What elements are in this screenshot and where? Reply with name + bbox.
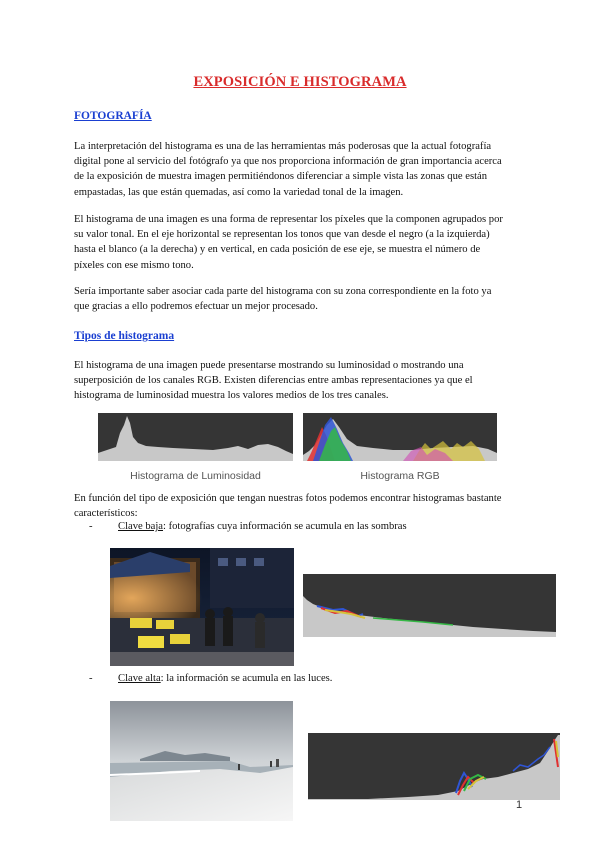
high-key-photo [110,701,293,821]
text-line: empastadas, las que están quemadas, así como la variedad tonal de la imagen. [74,186,404,198]
paragraph-exposure-types [74,491,529,521]
document-title: EXPOSICIÓN E HISTOGRAMA [193,74,407,90]
bullet-term: Clave alta [118,673,161,684]
rgb-histogram [303,413,497,461]
text-line: píxeles con ese mismo tono. [74,259,194,271]
text-line: hasta el blanco (a la derecha) y en vertical, en cada posición de ese eje, se muestra el número de [74,244,481,256]
high-key-histogram [308,733,560,800]
low-key-histogram [303,574,556,637]
bullet-term: Clave baja [118,521,164,532]
luminosity-curve [98,416,293,461]
bullet-low-key [118,521,407,532]
low-key-curve [303,596,556,637]
bullet-description: : la información se acumula en las luces. [160,673,333,684]
bullet-description: : fotografías cuya información se acumula en las sombras [163,521,407,532]
bullet-marker: - [89,521,93,532]
text-line: histograma de luminosidad muestra los valores medios de los tres canales. [74,390,389,402]
heading-tipos-histograma: Tipos de histograma [74,330,175,342]
page-number: 1 [516,799,523,811]
caption-luminosity: Histograma de Luminosidad [130,470,261,482]
text-line: que gracias a ello podremos efectuar un mejor procesado. [74,301,318,313]
heading-fotografia: FOTOGRAFÍA [74,110,152,122]
text-line: El histograma de una imagen es una forma de representar los píxeles que la componen agrupados por [74,214,503,225]
caption-rgb: Histograma RGB [360,470,440,482]
text-line: de la exposición de muestra imagen permitiéndonos diferenciar a simple vista las zonas que están [74,171,488,183]
paragraph-types [74,358,529,404]
text-line: La interpretación del histograma es una de las herramientas más poderosas que la actual fotografía [74,141,492,152]
text-line: superposición de los canales RGB. Existen diferencias entre ambas representaciones ya que el [74,375,473,387]
text-line: característicos: [74,508,138,520]
paragraph-intro [74,139,529,200]
text-line: En función del tipo de exposición que tengan nuestras fotos podemos encontrar histogramas bastante [74,493,502,504]
paragraph-association [74,284,529,314]
text-line: digital pone al servicio del fotógrafo ya que nos proporciona información de gran importancia acerca [74,156,502,168]
text-line: su valor tonal. En el eje horizontal se representan los tonos que van desde el negro (a la izquierda) [74,229,490,241]
bullet-marker: - [89,673,93,684]
text-line: El histograma de una imagen puede presentarse mostrando su luminosidad o mostrando una [74,360,464,371]
paragraph-definition [74,212,529,273]
bullet-high-key [118,673,332,684]
high-key-curve [308,735,560,800]
text-line: Sería importante saber asociar cada parte del histograma con su zona correspondiente en la foto ya [74,286,492,297]
luminosity-histogram [98,413,293,461]
low-key-photo [110,548,294,666]
